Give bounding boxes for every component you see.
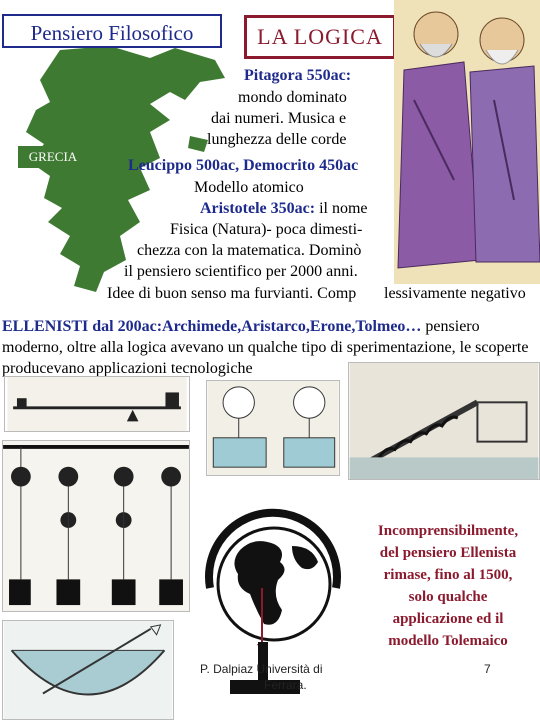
conclusion-line-2: del pensiero Ellenista [379,545,517,561]
pitagora-line-1: mondo dominato [238,89,347,106]
map-label: GRECIA [18,146,88,168]
footer-author: P. Dalpiaz Università di [200,662,323,676]
philosophers-illustration [394,0,540,284]
pulleys-illustration [2,440,190,612]
leucippo-line-1: Modello atomico [194,179,304,196]
pitagora-line-3: lunghezza delle corde [207,131,347,148]
leucippo-heading: Leucippo 500ac, Democrito 450ac [128,157,359,174]
bowl-illustration [2,620,174,720]
aristotele-line-0 [200,199,368,219]
balance-scale-illustration [206,380,340,476]
page-title: Pensiero Filosofico [2,14,222,48]
conclusion-line-6: modello Tolemaico [388,633,508,649]
aristotele-first-line: il nome [315,200,368,217]
pitagora-line-2: dai numeri. Musica e [211,110,347,127]
conclusion-text [356,520,540,652]
conclusion-line-1: Incomprensibilmente, [377,523,519,539]
ellenisti-heading: ELLENISTI dal 200ac:Archimede,Aristarco,Erone,Tolmeo… [2,318,422,335]
aristotele-heading: Aristotele 350ac: [200,200,316,217]
aristotele-line-4: Idee di buon senso ma furvianti. Comp [107,285,357,302]
side-caption: lessivamente negativo [384,285,526,302]
ellenisti-text-first: pensiero [421,318,480,335]
pitagora-heading: Pitagora 550ac: [244,67,352,84]
conclusion-line-4: solo qualche [408,589,488,605]
ellenisti-text-rest: moderno, oltre alla logica avevano un qualche tipo di sperimentazione, le scoperte producevano applicazioni tecnologiche [2,339,529,377]
page-number: 7 [484,662,491,676]
aristotele-line-1: Fisica (Natura)- poca dimesti- [170,221,363,238]
lever-illustration [4,376,190,432]
aristotele-line-2: chezza con la matematica. Dominò [137,242,362,259]
aristotele-line-3: il pensiero scientifico per 2000 anni. [124,263,358,280]
conclusion-line-3: rimase, fino al 1500, [383,567,513,583]
footer-author-line2: Ferrara. [264,678,307,692]
archimedes-screw-illustration [348,362,540,480]
topic-title: LA LOGICA [244,15,396,59]
conclusion-line-5: applicazione ed il [392,611,504,627]
